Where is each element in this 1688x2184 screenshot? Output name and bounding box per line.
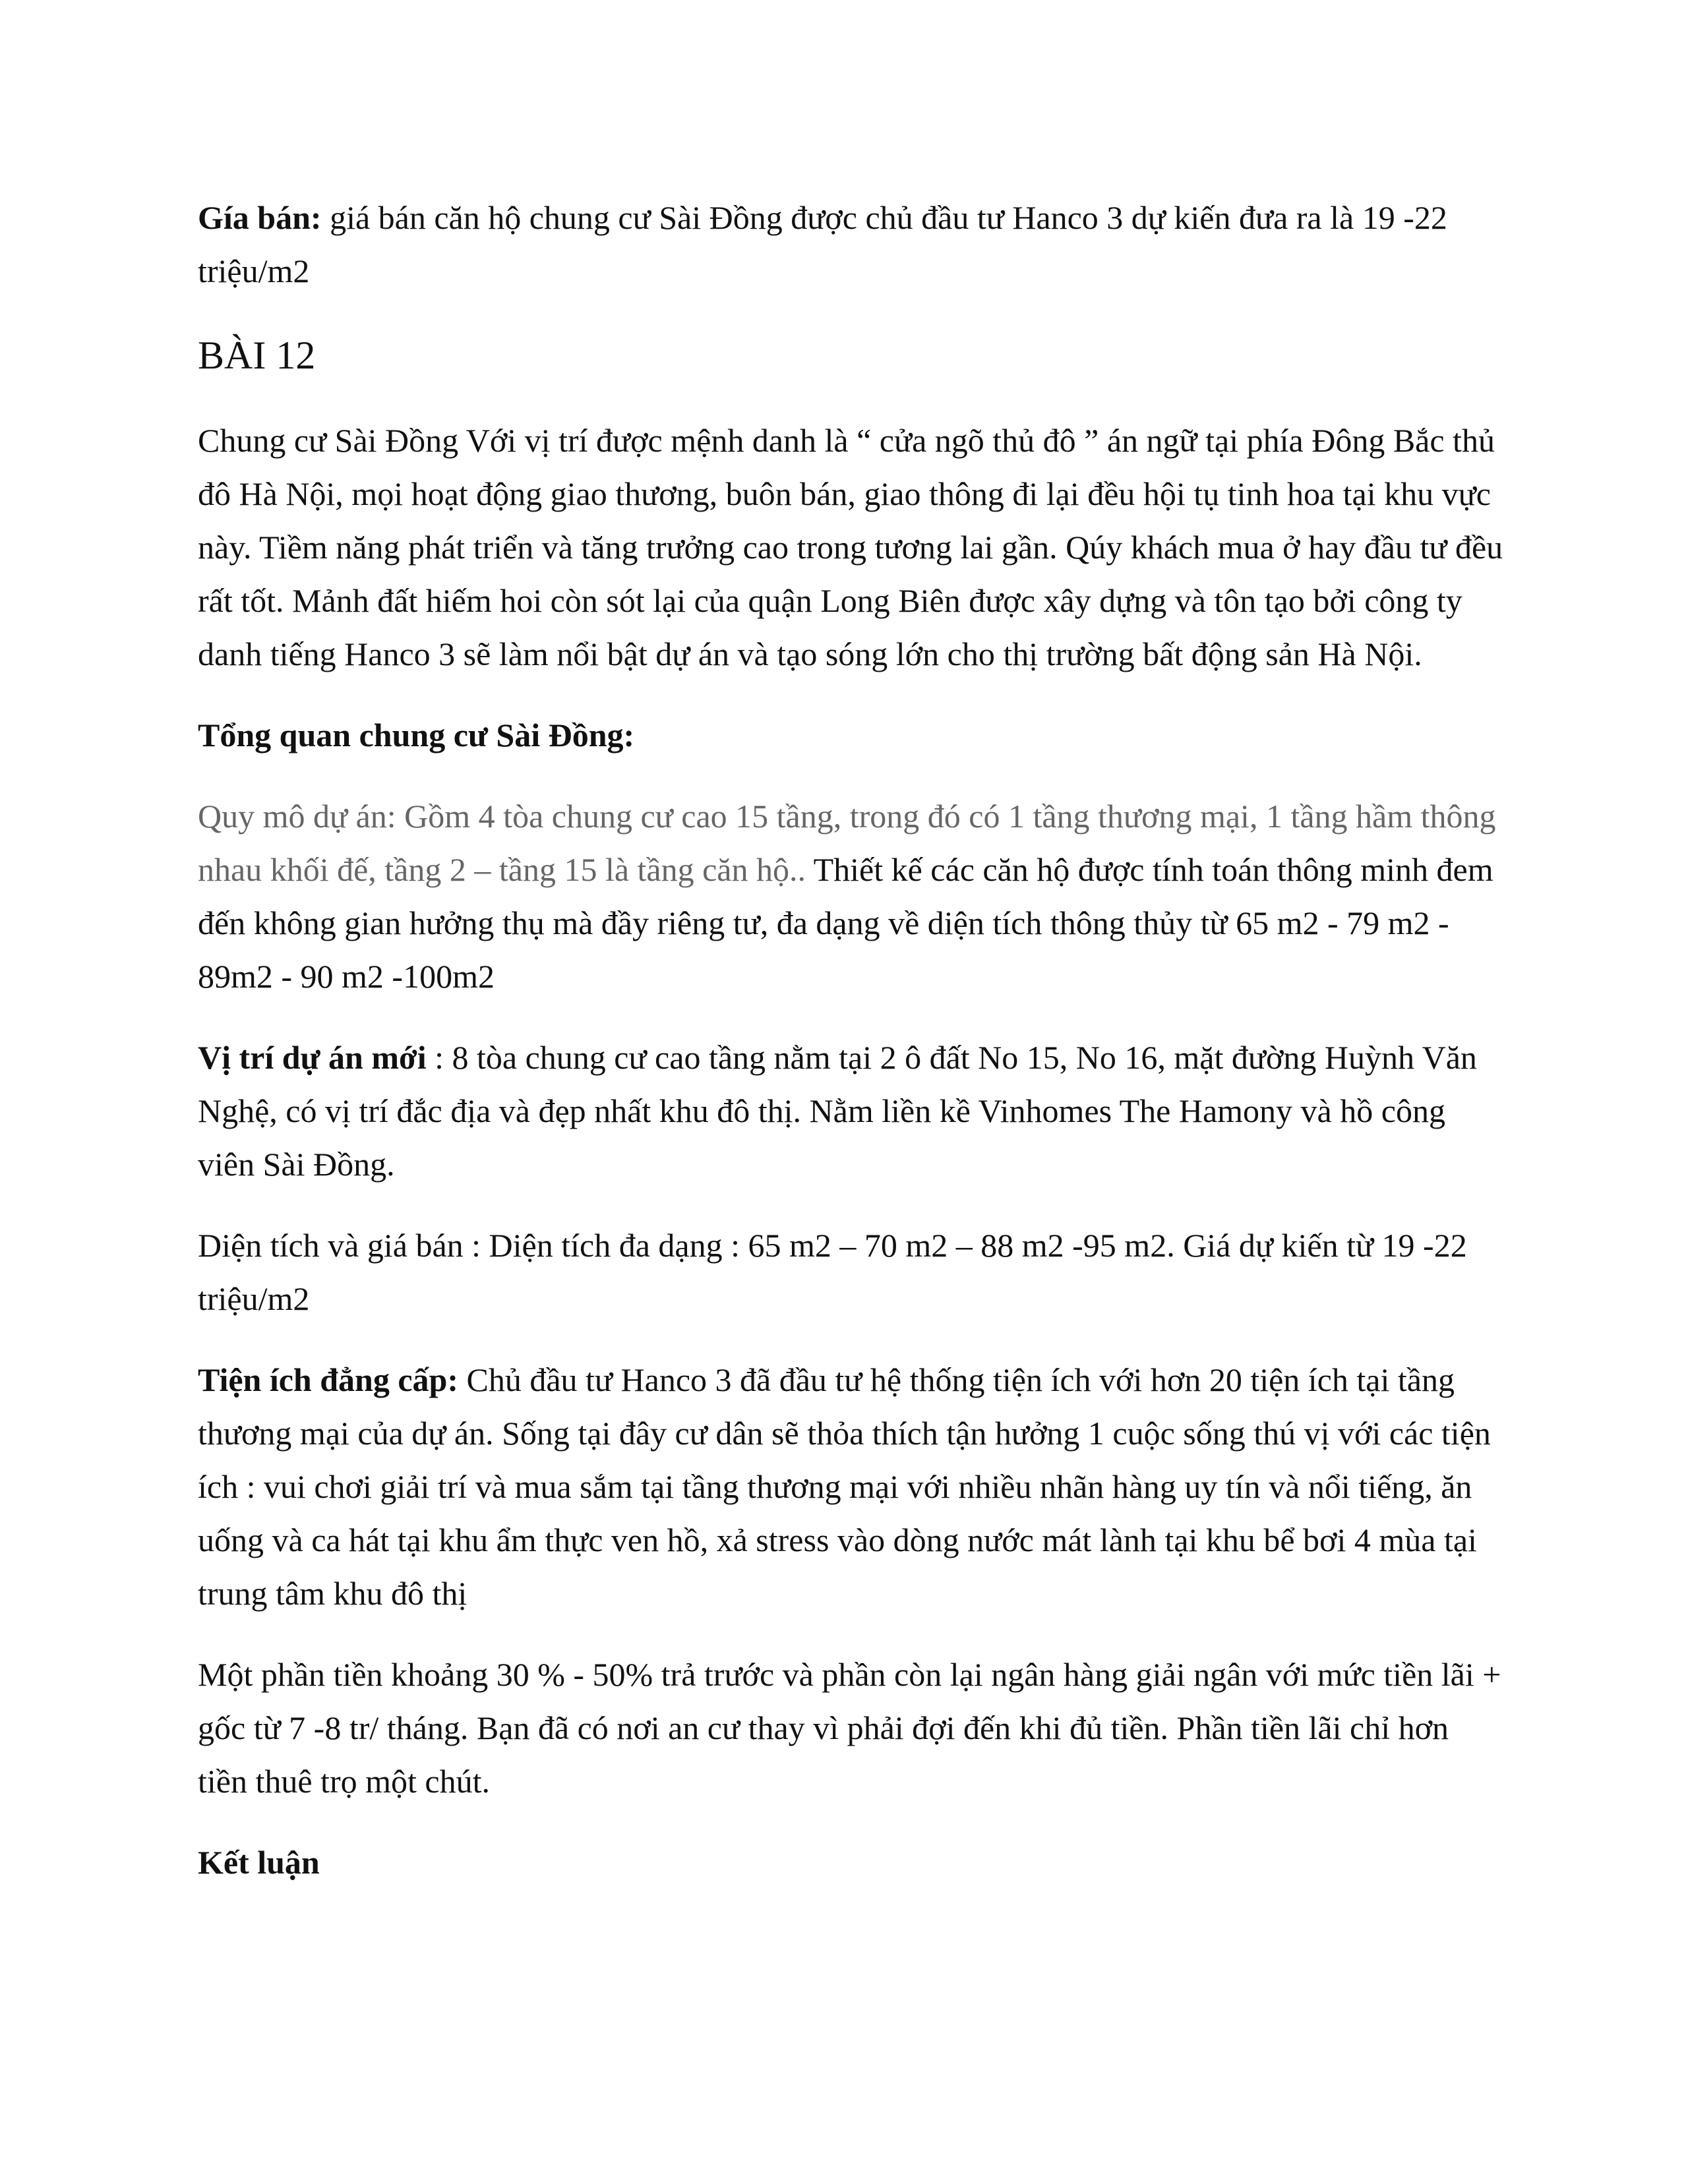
amenities-text: Chủ đầu tư Hanco 3 đã đầu tư hệ thống tiện ích với hơn 20 tiện ích tại tầng thương mại của dự án. Sống tại đây cư dân sẽ thỏa thích tận hưởng 1 cuộc sống thú vị với các tiện ích : vui chơi giải trí và mua sắm tại tầng thương mại với nhiều nhãn hàng uy tín và nổi tiếng, ăn uống và ca hát tại khu ẩm thực ven hồ, xả stress vào dòng nước mát lành tại khu bể bơi 4 mùa tại trung tâm khu đô thị <box>198 1361 1491 1612</box>
amenities-label: Tiện ích đẳng cấp: <box>198 1361 458 1398</box>
amenities-paragraph <box>198 1353 1503 1620</box>
design-text: Thiết kế các căn hộ được tính toán thông minh đem đến không gian hưởng thụ mà đầy riêng tư, đa dạng về diện tích thông thủy từ 65 m2 - 79 m2 - 89m2 - 90 m2 -100m2 <box>198 851 1493 995</box>
location-label: Vị trí dự án mới <box>198 1039 427 1076</box>
payment-paragraph: Một phần tiền khoảng 30 % - 50% trả trước và phần còn lại ngân hàng giải ngân với mức tiền lãi + gốc từ 7 -8 tr/ tháng. Bạn đã có nơi an cư thay vì phải đợi đến khi đủ tiền. Phần tiền lãi chỉ hơn tiền thuê trọ một chút. <box>198 1656 1501 1800</box>
location-text: : 8 tòa chung cư cao tầng nằm tại 2 ô đất No 15, No 16, mặt đường Huỳnh Văn Nghệ, có vị trí đắc địa và đẹp nhất khu đô thị. Nằm liền kề Vinhomes The Hamony và hồ công viên Sài Đồng. <box>198 1039 1477 1183</box>
area-price-paragraph: Diện tích và giá bán : Diện tích đa dạng : 65 m2 – 70 m2 – 88 m2 -95 m2. Giá dự kiến từ 19 -22 triệu/m2 <box>198 1227 1467 1317</box>
overview-heading: Tổng quan chung cư Sài Đồng: <box>198 717 635 753</box>
price-paragraph <box>198 191 1503 298</box>
price-label: Gía bán: <box>198 199 322 236</box>
scale-paragraph <box>198 790 1503 1003</box>
intro-paragraph: Chung cư Sài Đồng Với vị trí được mệnh danh là “ cửa ngõ thủ đô ” án ngữ tại phía Đông Bắc thủ đô Hà Nội, mọi hoạt động giao thương, buôn bán, giao thông đi lại đều hội tụ tinh hoa tại khu vực này. Tiềm năng phát triển và tăng trưởng cao trong tương lai gần. Qúy khách mua ở hay đầu tư đều rất tốt. Mảnh đất hiếm hoi còn sót lại của quận Long Biên được xây dựng và tôn tạo bởi công ty danh tiếng Hanco 3 sẽ làm nổi bật dự án và tạo sóng lớn cho thị trường bất động sản Hà Nội. <box>198 422 1503 672</box>
location-paragraph <box>198 1031 1503 1191</box>
scale-text: Quy mô dự án: Gồm 4 tòa chung cư cao 15 tầng, trong đó có 1 tầng thương mại, 1 tầng hầm thông nhau khối đế, tầng 2 – tầng 15 là tầng căn hộ.. <box>198 798 1496 888</box>
section-heading-bai-12: BÀI 12 <box>198 334 316 377</box>
conclusion-heading: Kết luận <box>198 1844 320 1881</box>
price-text: giá bán căn hộ chung cư Sài Đồng được chủ đầu tư Hanco 3 dự kiến đưa ra là 19 -22 triệu/m2 <box>198 199 1447 289</box>
document-body <box>198 191 1503 1917</box>
